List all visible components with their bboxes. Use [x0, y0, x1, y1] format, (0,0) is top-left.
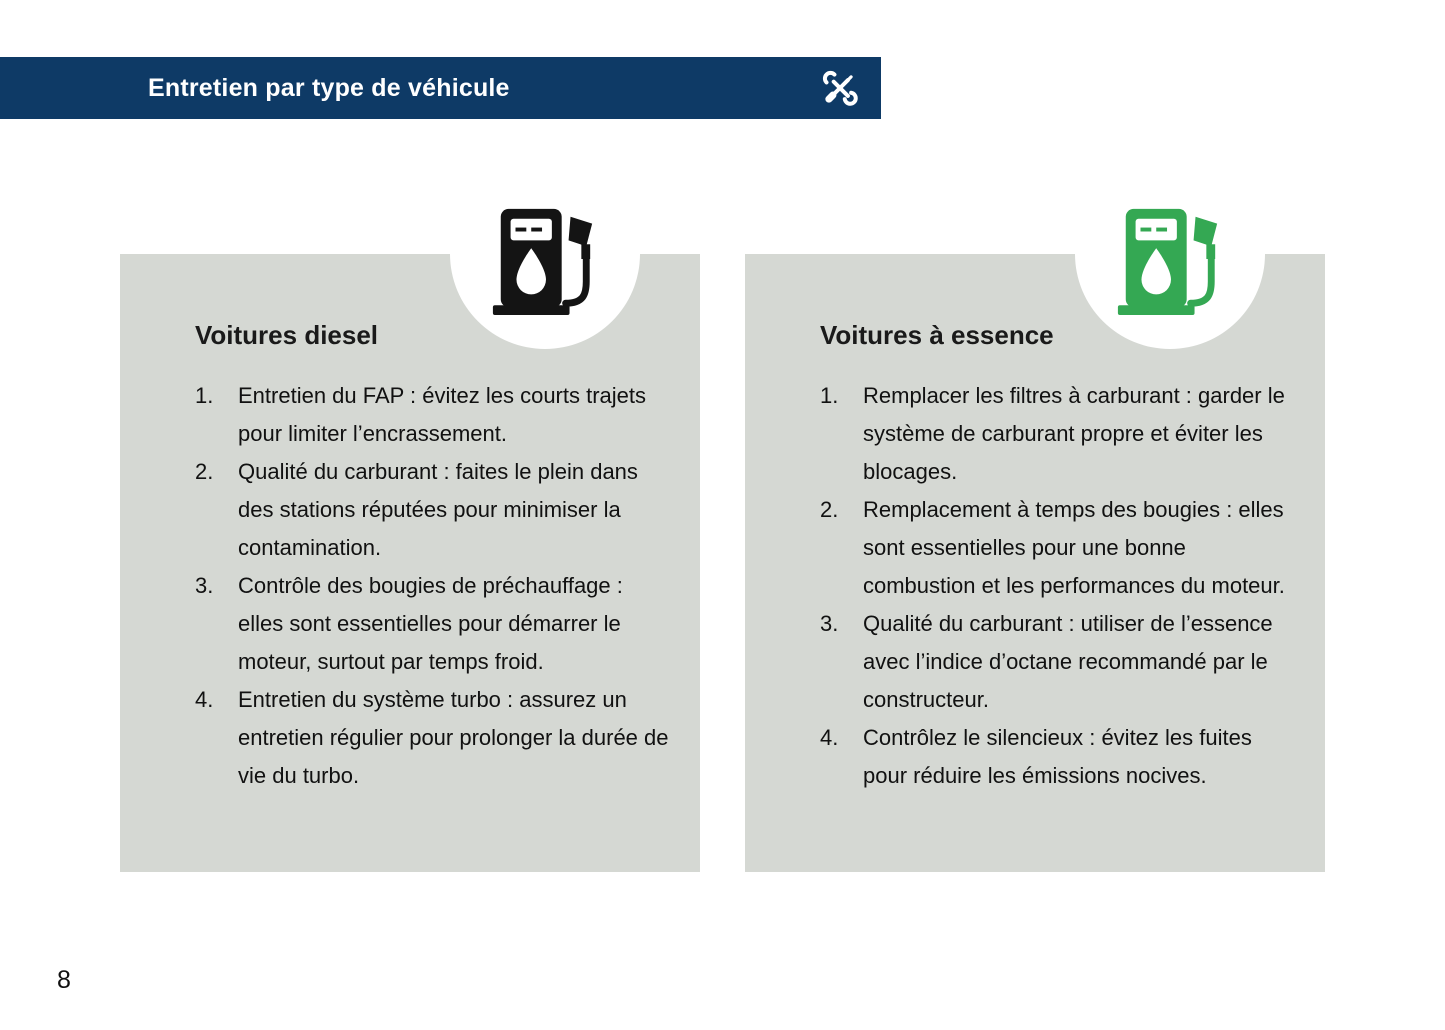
- fuel-pump-icon: [485, 203, 605, 318]
- page-number: 8: [57, 966, 71, 994]
- item-number: 2.: [820, 497, 839, 522]
- fuel-pump-icon: [1110, 203, 1230, 318]
- essence-card: [745, 254, 1325, 872]
- item-text: Qualité du carburant : utiliser de l’essence avec l’indice d’octane recommandé par le constructeur.: [863, 611, 1273, 712]
- list-item: [195, 453, 672, 567]
- list-item: [195, 377, 672, 453]
- item-number: 2.: [195, 459, 214, 484]
- item-number: 3.: [820, 611, 839, 636]
- header-bar: [0, 57, 881, 119]
- item-text: Remplacement à temps des bougies : elles sont essentielles pour une bonne combustion et les performances du moteur.: [863, 497, 1285, 598]
- item-text: Remplacer les filtres à carburant : garder le système de carburant propre et éviter les blocages.: [863, 383, 1285, 484]
- item-text: Contrôlez le silencieux : évitez les fuites pour réduire les émissions nocives.: [863, 725, 1252, 788]
- item-number: 4.: [820, 725, 839, 750]
- list-item: [820, 491, 1297, 605]
- item-number: 1.: [195, 383, 214, 408]
- page-title: Entretien par type de véhicule: [148, 73, 510, 102]
- tools-icon: [821, 69, 859, 107]
- item-number: 4.: [195, 687, 214, 712]
- item-text: Entretien du système turbo : assurez un entretien régulier pour prolonger la durée de vie du turbo.: [238, 687, 669, 788]
- diesel-card: [120, 254, 700, 872]
- item-text: Entretien du FAP : évitez les courts trajets pour limiter l’encrassement.: [238, 383, 647, 446]
- card-title: Voitures diesel: [195, 320, 379, 350]
- item-number: 1.: [820, 383, 839, 408]
- list-item: [820, 377, 1297, 491]
- maintenance-list: [195, 377, 672, 795]
- list-item: [820, 719, 1297, 795]
- maintenance-list: [820, 377, 1297, 795]
- list-item: [820, 605, 1297, 719]
- card-title: Voitures à essence: [820, 320, 1054, 350]
- item-text: Contrôle des bougies de préchauffage : elles sont essentielles pour démarrer le moteur, surtout par temps froid.: [238, 573, 623, 674]
- item-text: Qualité du carburant : faites le plein dans des stations réputées pour minimiser la contamination.: [238, 459, 638, 560]
- item-number: 3.: [195, 573, 214, 598]
- list-item: [195, 567, 672, 681]
- list-item: [195, 681, 672, 795]
